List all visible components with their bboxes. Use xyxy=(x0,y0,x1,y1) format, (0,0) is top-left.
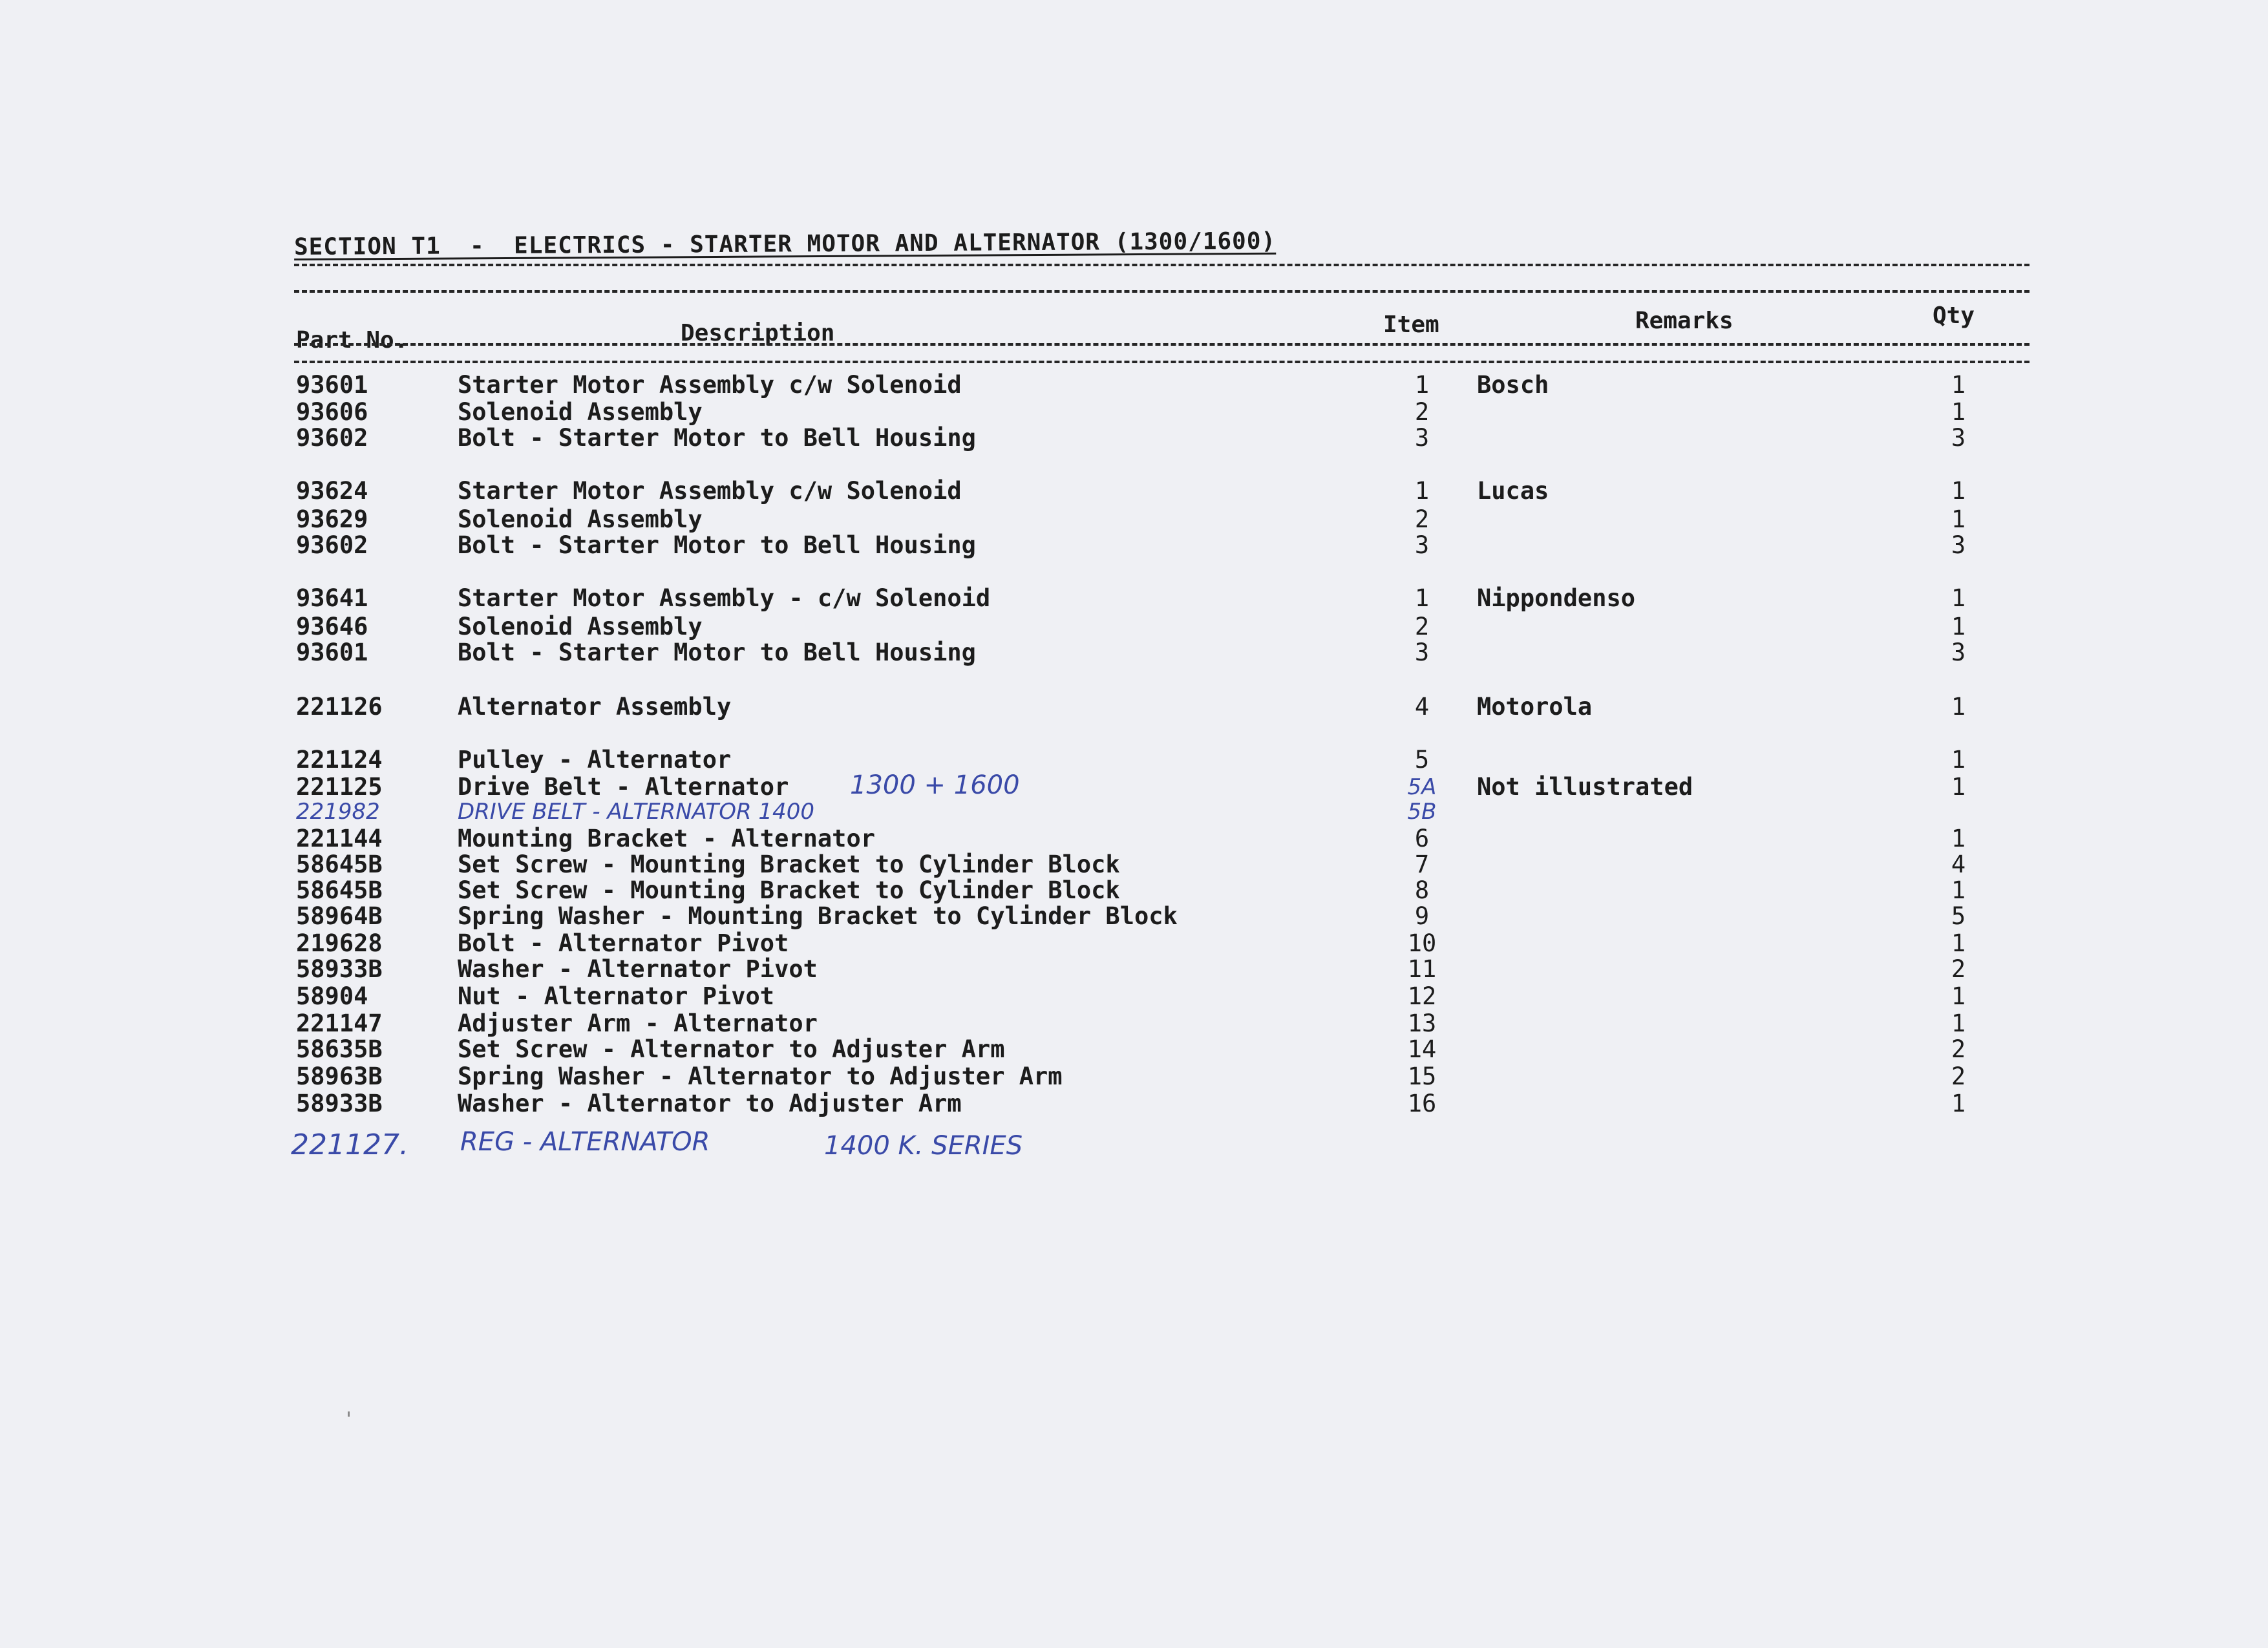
paper-speck xyxy=(348,1411,350,1417)
header-qty: Qty xyxy=(1933,302,1975,329)
remarks: Motorola xyxy=(1477,693,1593,721)
item-number: 11 xyxy=(1407,955,1437,983)
handwritten-part-number: 221127. xyxy=(291,1128,408,1161)
item-number: 1 xyxy=(1414,584,1430,612)
table-row xyxy=(0,982,2268,1011)
item-number: 5 xyxy=(1414,746,1430,774)
part-number: 221126 xyxy=(296,693,383,721)
part-description: Drive Belt - Alternator xyxy=(458,773,789,801)
part-number: 93646 xyxy=(296,613,368,640)
item-number: 7 xyxy=(1414,850,1430,878)
item-number: 16 xyxy=(1407,1090,1437,1117)
part-description: Alternator Assembly xyxy=(458,693,732,721)
quantity: 3 xyxy=(1951,424,1966,452)
quantity: 1 xyxy=(1951,477,1966,505)
table-row-handwritten xyxy=(0,798,2268,826)
table-row xyxy=(0,398,2268,427)
rule-top-2 xyxy=(294,290,2030,293)
part-number: 58645B xyxy=(296,876,383,904)
table-row xyxy=(0,613,2268,641)
remarks: Bosch xyxy=(1477,371,1549,399)
part-number: 93606 xyxy=(296,398,368,426)
part-description: Bolt - Starter Motor to Bell Housing xyxy=(458,531,976,559)
table-row xyxy=(0,1009,2268,1038)
quantity: 1 xyxy=(1951,1009,1966,1037)
handwritten-description: REG - ALTERNATOR xyxy=(460,1127,710,1157)
part-description: Set Screw - Mounting Bracket to Cylinder Block xyxy=(458,850,1120,878)
part-number: 93602 xyxy=(296,424,368,452)
remarks: Lucas xyxy=(1477,477,1549,505)
part-number: 221144 xyxy=(296,825,383,852)
part-description: Set Screw - Alternator to Adjuster Arm xyxy=(458,1035,1005,1063)
quantity: 1 xyxy=(1951,398,1966,426)
part-description: Solenoid Assembly xyxy=(458,613,703,640)
part-number: 58933B xyxy=(296,955,383,983)
part-number: 219628 xyxy=(296,929,383,957)
table-row xyxy=(0,531,2268,560)
quantity: 1 xyxy=(1951,584,1966,612)
part-description: DRIVE BELT - ALTERNATOR 1400 xyxy=(458,799,814,825)
rule-header-2 xyxy=(294,361,2030,363)
item-number: 10 xyxy=(1407,929,1437,957)
quantity: 3 xyxy=(1951,639,1966,666)
part-description: Starter Motor Assembly c/w Solenoid xyxy=(458,371,962,399)
quantity: 1 xyxy=(1951,773,1966,801)
table-row xyxy=(0,424,2268,452)
quantity: 2 xyxy=(1951,955,1966,983)
part-number: 93602 xyxy=(296,531,368,559)
handwritten-note-1300-1600: 1300 + 1600 xyxy=(850,770,1020,800)
header-remarks: Remarks xyxy=(1635,308,1733,334)
item-number: 3 xyxy=(1414,424,1430,452)
quantity: 5 xyxy=(1951,902,1966,930)
table-row xyxy=(0,639,2268,667)
table-row xyxy=(0,955,2268,984)
part-description: Bolt - Starter Motor to Bell Housing xyxy=(458,639,976,666)
part-description: Pulley - Alternator xyxy=(458,746,732,774)
item-number: 4 xyxy=(1414,693,1430,721)
quantity: 1 xyxy=(1951,929,1966,957)
table-row xyxy=(0,929,2268,958)
quantity: 1 xyxy=(1951,825,1966,852)
part-number: 93601 xyxy=(296,639,368,666)
table-row xyxy=(0,1062,2268,1091)
item-number: 13 xyxy=(1407,1009,1437,1037)
part-description: Bolt - Alternator Pivot xyxy=(458,929,789,957)
part-description: Nut - Alternator Pivot xyxy=(458,982,775,1010)
table-row xyxy=(0,850,2268,879)
part-description: Solenoid Assembly xyxy=(458,505,703,533)
header-part-no: Part No. xyxy=(296,327,408,354)
part-number: 58964B xyxy=(296,902,383,930)
handwritten-series: 1400 K. SERIES xyxy=(824,1131,1023,1161)
rule-top-1 xyxy=(294,264,2030,266)
table-row xyxy=(0,746,2268,774)
table-row xyxy=(0,1035,2268,1064)
quantity: 1 xyxy=(1951,876,1966,904)
part-description: Spring Washer - Alternator to Adjuster Arm xyxy=(458,1062,1063,1090)
quantity: 2 xyxy=(1951,1062,1966,1090)
item-number: 3 xyxy=(1414,639,1430,666)
part-number: 58963B xyxy=(296,1062,383,1090)
part-number: 58904 xyxy=(296,982,368,1010)
item-number: 1 xyxy=(1414,371,1430,399)
item-number: 15 xyxy=(1407,1062,1437,1090)
part-number: 93624 xyxy=(296,477,368,505)
table-row xyxy=(0,505,2268,534)
item-number: 12 xyxy=(1407,982,1437,1010)
table-row xyxy=(0,902,2268,931)
section-title: SECTION T1 - ELECTRICS - STARTER MOTOR AND ALTERNATOR (1300/1600) xyxy=(293,227,1277,260)
part-description: Washer - Alternator Pivot xyxy=(458,955,818,983)
item-number: 2 xyxy=(1414,398,1430,426)
part-description: Starter Motor Assembly c/w Solenoid xyxy=(458,477,962,505)
item-number: 5A xyxy=(1407,774,1437,800)
table-row xyxy=(0,693,2268,721)
item-number: 2 xyxy=(1414,505,1430,533)
part-description: Washer - Alternator to Adjuster Arm xyxy=(458,1090,962,1117)
quantity: 1 xyxy=(1951,1090,1966,1117)
quantity: 1 xyxy=(1951,505,1966,533)
item-number: 6 xyxy=(1414,825,1430,852)
part-number: 221982 xyxy=(296,799,380,825)
quantity: 4 xyxy=(1951,850,1966,878)
quantity: 1 xyxy=(1951,371,1966,399)
item-number: 5B xyxy=(1407,799,1437,825)
header-description: Description xyxy=(681,320,835,346)
part-number: 221125 xyxy=(296,773,383,801)
part-description: Spring Washer - Mounting Bracket to Cylinder Block xyxy=(458,902,1178,930)
remarks: Nippondenso xyxy=(1477,584,1636,612)
table-row xyxy=(0,477,2268,505)
quantity: 1 xyxy=(1951,693,1966,721)
item-number: 2 xyxy=(1414,613,1430,640)
quantity: 1 xyxy=(1951,613,1966,640)
item-number: 9 xyxy=(1414,902,1430,930)
table-row xyxy=(0,371,2268,399)
part-number: 58645B xyxy=(296,850,383,878)
item-number: 8 xyxy=(1414,876,1430,904)
part-description: Mounting Bracket - Alternator xyxy=(458,825,876,852)
part-number: 93629 xyxy=(296,505,368,533)
quantity: 1 xyxy=(1951,982,1966,1010)
rule-header-1 xyxy=(294,343,2030,346)
part-description: Set Screw - Mounting Bracket to Cylinder Block xyxy=(458,876,1120,904)
header-item: Item xyxy=(1383,312,1439,338)
part-number: 221124 xyxy=(296,746,383,774)
part-description: Solenoid Assembly xyxy=(458,398,703,426)
part-number: 93641 xyxy=(296,584,368,612)
part-number: 58933B xyxy=(296,1090,383,1117)
quantity: 3 xyxy=(1951,531,1966,559)
part-description: Adjuster Arm - Alternator xyxy=(458,1009,818,1037)
part-number: 58635B xyxy=(296,1035,383,1063)
quantity: 2 xyxy=(1951,1035,1966,1063)
item-number: 1 xyxy=(1414,477,1430,505)
item-number: 3 xyxy=(1414,531,1430,559)
table-row xyxy=(0,825,2268,853)
part-number: 221147 xyxy=(296,1009,383,1037)
table-row xyxy=(0,584,2268,613)
part-description: Bolt - Starter Motor to Bell Housing xyxy=(458,424,976,452)
item-number: 14 xyxy=(1407,1035,1437,1063)
quantity: 1 xyxy=(1951,746,1966,774)
part-description: Starter Motor Assembly - c/w Solenoid xyxy=(458,584,991,612)
remarks: Not illustrated xyxy=(1477,773,1693,801)
part-number: 93601 xyxy=(296,371,368,399)
table-row xyxy=(0,876,2268,905)
table-row xyxy=(0,1090,2268,1118)
